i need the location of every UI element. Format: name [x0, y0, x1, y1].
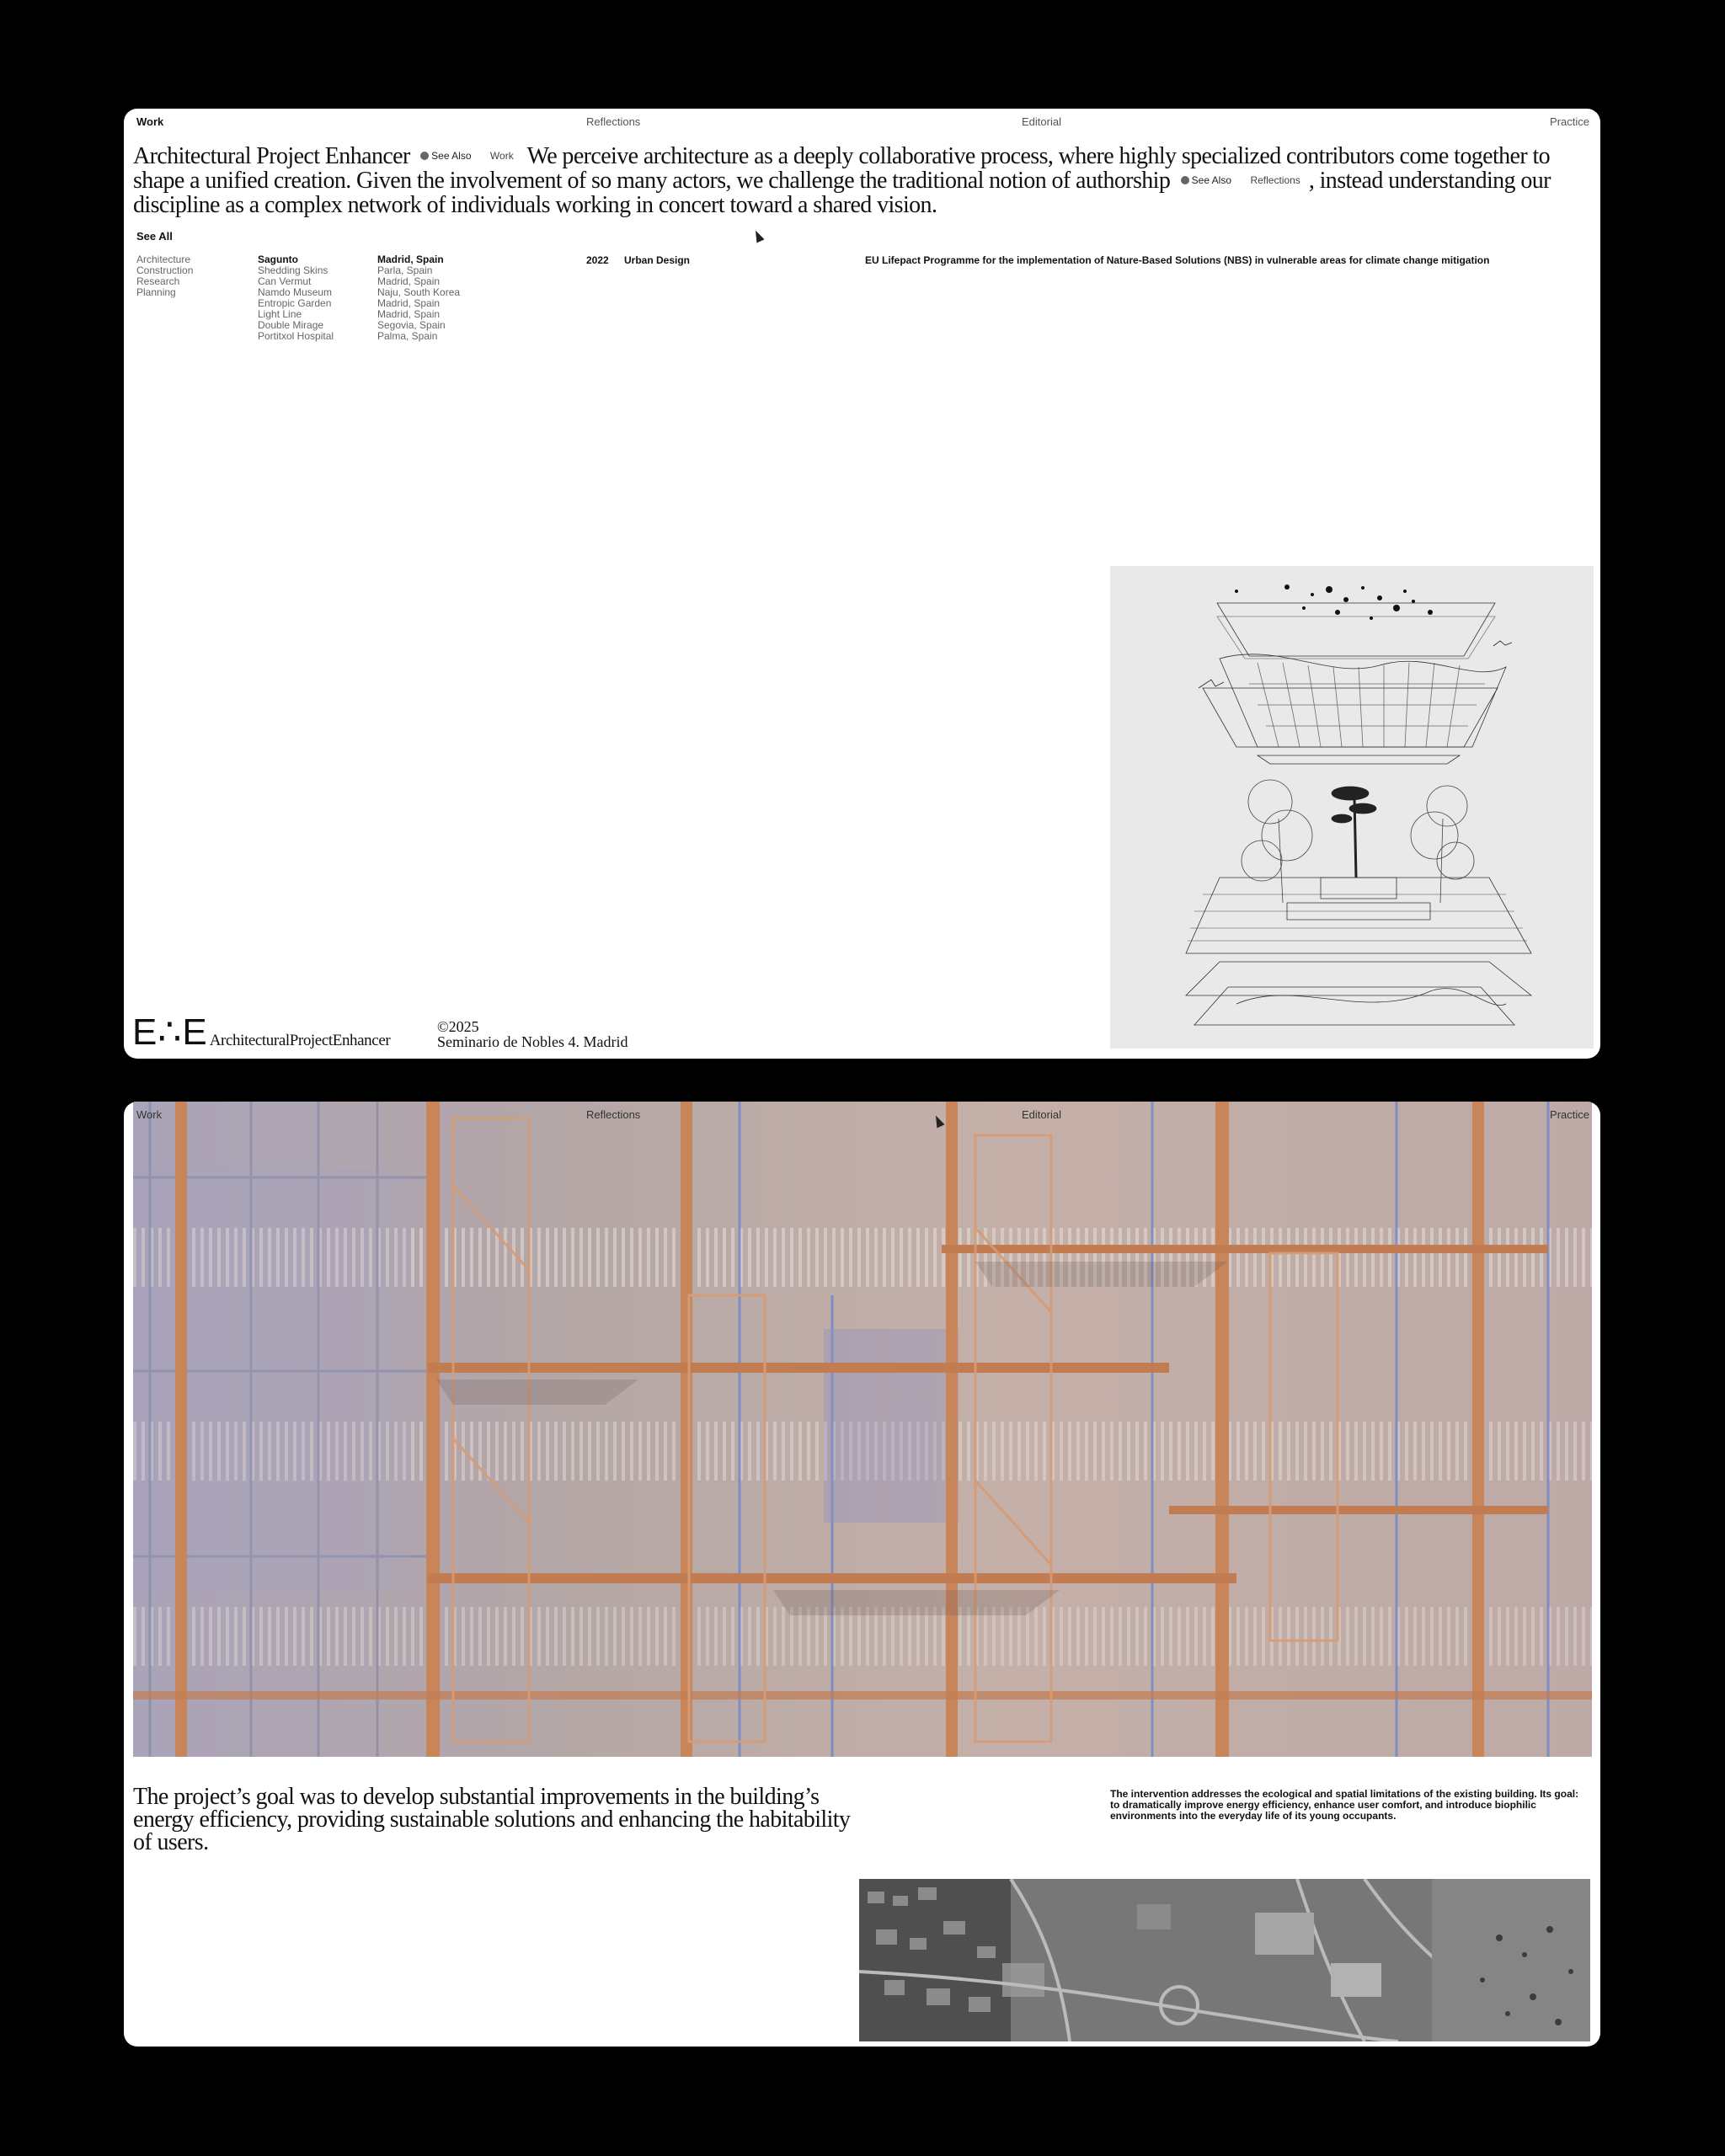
project-item[interactable]: Shedding Skins [258, 264, 328, 276]
project-item[interactable]: Entropic Garden [258, 297, 332, 309]
project-goal-text: The project’s goal was to develop substantial improvements in the building’s energy efficiency, providing sustainable solutions and enhancing the habitability of users. [133, 1784, 851, 1855]
nav-reflections[interactable]: Reflections [586, 115, 641, 128]
bullet-icon [1181, 176, 1189, 184]
work-tag-link[interactable]: Work [489, 150, 514, 162]
project-location: Segovia, Spain [377, 319, 446, 331]
project-list [258, 254, 334, 342]
filter-architecture[interactable]: Architecture [136, 253, 191, 265]
project-location-list [377, 254, 460, 342]
project-preview-drawing[interactable] [1110, 566, 1594, 1049]
axonometric-drawing [1110, 566, 1594, 1049]
project-item[interactable]: Portitxol Hospital [258, 330, 334, 342]
category-filter-list [136, 254, 193, 298]
intro-statement [133, 144, 1599, 217]
intro-text: We perceive architecture as a deeply collaborative process, where highly specialized contributors come together to shape a unified creation. Given the involvement of so many actors, we challenge the traditional notion of authorship [133, 143, 1551, 194]
logo-wordmark: ArchitecturalProjectEnhancer [209, 1032, 391, 1049]
footer-info [437, 1019, 628, 1049]
aerial-site-photo[interactable] [859, 1879, 1590, 2041]
nav-work[interactable]: Work [136, 115, 164, 128]
nav-editorial[interactable]: Editorial [1022, 115, 1061, 128]
filter-construction[interactable]: Construction [136, 264, 194, 276]
project-type: Urban Design [624, 254, 691, 266]
work-index-panel [124, 109, 1600, 1059]
filter-research[interactable]: Research [136, 275, 180, 287]
see-all-filter[interactable]: See All [136, 230, 173, 243]
address: Seminario de Nobles 4. Madrid [437, 1033, 628, 1050]
filter-planning[interactable]: Planning [136, 286, 176, 298]
project-item[interactable]: Namdo Museum [258, 286, 333, 298]
project-description: EU Lifepact Programme for the implementation of Nature-Based Solutions (NBS) in vulnerable areas for climate change mitigation [865, 254, 1490, 266]
project-location: Madrid, Spain [377, 297, 441, 309]
project-year: 2022 [586, 254, 609, 266]
copyright: ©2025 [437, 1018, 479, 1035]
see-also-link[interactable]: See Also [420, 144, 471, 168]
page-title: Architectural Project Enhancer [133, 143, 410, 169]
project-location: Naju, South Korea [377, 286, 461, 298]
project-location: Madrid, Spain [377, 275, 441, 287]
mouse-cursor-icon [752, 229, 765, 243]
footer-logo[interactable] [132, 1011, 391, 1053]
nav-reflections[interactable]: Reflections [586, 1108, 641, 1121]
aerial-map-illustration [859, 1879, 1590, 2041]
facade-render-image [133, 1102, 1592, 1757]
intro-text-end: , instead understanding our discipline as a complex network of individuals working in concert toward a shared vision. [133, 168, 1551, 218]
see-also-link[interactable]: See Also [1181, 168, 1231, 193]
intervention-text: The intervention addresses the ecological and spatial limitations of the existing building. Its goal: to dramatically improve energy efficiency, enhance user comfort, and introduce biophilic environments into the everyday life of its young occupants. [1110, 1788, 1579, 1822]
project-item[interactable]: Light Line [258, 308, 302, 320]
project-location: Madrid, Spain [377, 253, 444, 265]
project-item[interactable]: Sagunto [258, 253, 298, 265]
nav-work[interactable]: Work [136, 1108, 163, 1121]
reflections-tag-link[interactable]: Reflections [1250, 174, 1300, 186]
project-location: Parla, Spain [377, 264, 433, 276]
project-location: Palma, Spain [377, 330, 438, 342]
top-nav-overlay [124, 1108, 1600, 1129]
top-nav [124, 115, 1600, 136]
project-item[interactable]: Can Vermut [258, 275, 312, 287]
project-item[interactable]: Double Mirage [258, 319, 324, 331]
logo-mark: E∴E [132, 1011, 208, 1053]
nav-editorial[interactable]: Editorial [1022, 1108, 1061, 1121]
project-location: Madrid, Spain [377, 308, 441, 320]
nav-practice[interactable]: Practice [1550, 115, 1589, 128]
nav-practice[interactable]: Practice [1550, 1108, 1589, 1121]
facade-illustration [133, 1102, 1592, 1757]
bullet-icon [420, 152, 429, 160]
project-detail-panel [124, 1102, 1600, 2047]
